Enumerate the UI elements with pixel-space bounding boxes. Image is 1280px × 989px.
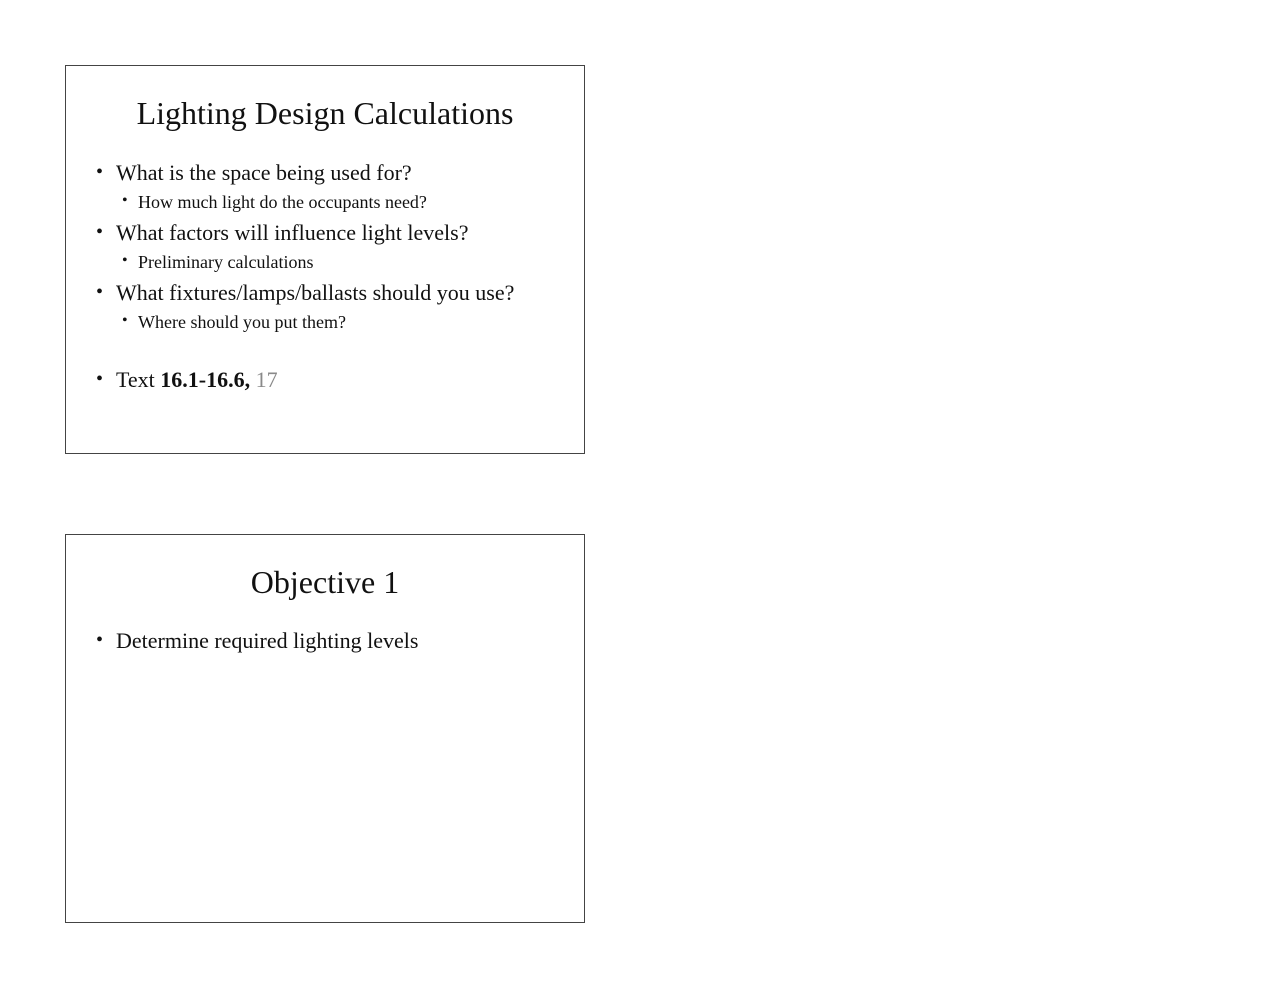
bullet-dot-icon: • xyxy=(96,629,104,651)
bullet-dot-icon: • xyxy=(96,221,104,243)
bullet-dot-icon: • xyxy=(96,281,104,303)
slide-lighting-design-calculations xyxy=(65,65,585,454)
bullet-dot-icon: • xyxy=(122,312,128,329)
bullet-dot-icon: • xyxy=(96,161,104,183)
sub-bullet-item xyxy=(122,312,346,332)
sub-bullet-item xyxy=(122,252,314,272)
slide-title: Objective 1 xyxy=(250,564,400,600)
text-reference-prefix: Text xyxy=(116,367,161,392)
bullet-text: What is the space being used for? xyxy=(116,160,412,185)
bullet-text: What fixtures/lamps/ballasts should you use? xyxy=(116,280,515,305)
bullet-dot-icon: • xyxy=(122,192,128,209)
bullet-item xyxy=(96,160,412,185)
text-reference-sections: 16.1-16.6, xyxy=(160,367,251,392)
sub-bullet-text: Where should you put them? xyxy=(138,312,346,332)
bullet-text: Determine required lighting levels xyxy=(116,628,419,653)
slide-objective-1 xyxy=(65,534,585,923)
text-reference-bullet xyxy=(96,367,278,392)
slide-title: Lighting Design Calculations xyxy=(136,95,514,131)
sub-bullet-item xyxy=(122,192,427,212)
sub-bullet-text: How much light do the occupants need? xyxy=(138,192,427,212)
bullet-item xyxy=(96,628,419,653)
bullet-dot-icon: • xyxy=(96,368,104,390)
bullet-item xyxy=(96,280,515,305)
bullet-text: What factors will influence light levels? xyxy=(116,220,469,245)
sub-bullet-text: Preliminary calculations xyxy=(138,252,314,272)
bullet-dot-icon: • xyxy=(122,252,128,269)
bullet-item xyxy=(96,220,469,245)
text-reference-chapter: 17 xyxy=(255,367,278,392)
